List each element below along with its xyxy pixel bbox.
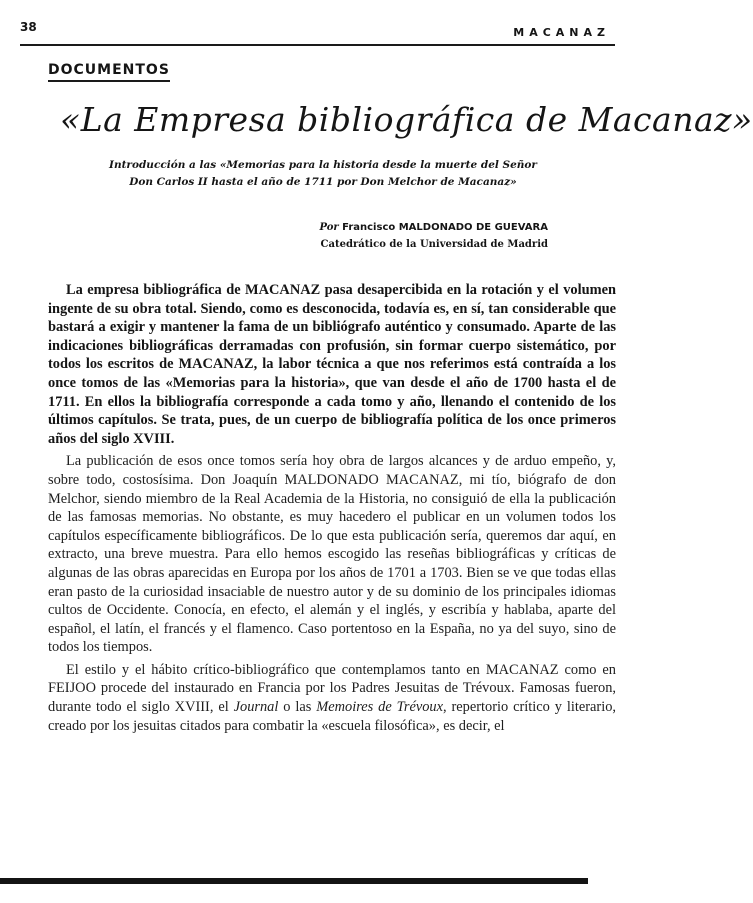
memoires-title: Memoires de Trévoux — [316, 699, 443, 716]
paragraph-3 — [48, 661, 616, 735]
paragraph-3-mid: o las — [278, 699, 317, 716]
paragraph-1: La empresa bibliográfica de MACANAZ pasa desapercibida en la rotación y el volumen ingente de su obra total. Siendo, como es desconocida, todavía es, en sí, tan considerable que bastará a exigir y mantener la fama de un bibliógrafo auténtico y consumado. Aparte de las indicaciones bibliográficas derramadas con profusión, sin formar cuerpo sistemático, por todos los escritos de MACANAZ, la labor técnica a que nos referimos está contraída a los once tomos de las «Memorias para la historia», que van desde el año de 1700 hasta el de 1711. En ellos la bibliografía corresponde a cada tomo y año, llenando el contenido de los últimos capítulos. Se trata, pues, de un cuerpo de bibliografía política de los once primeros años del siglo XVIII. — [48, 282, 616, 447]
byline-por: Por — [319, 222, 339, 233]
article-subtitle — [88, 157, 558, 191]
footer-rule — [0, 878, 588, 884]
section-label: DOCUMENTOS — [48, 62, 170, 82]
subtitle-line-2: Don Carlos II hasta el año de 1711 por Don Melchor de Macanaz» — [129, 176, 517, 188]
journal-title: Journal — [233, 699, 279, 716]
byline-role: Catedrático de la Universidad de Madrid — [320, 239, 548, 250]
paragraph-3-end: , repertorio crítico y literario, creado por los jesuitas citados para combatir la «escuela filosófica», es decir, el — [48, 699, 616, 734]
subtitle-line-1: Introducción a las «Memorias para la historia desde la muerte del Señor — [109, 159, 537, 171]
header-rule — [20, 44, 615, 46]
byline-author: Francisco MALDONADO DE GUEVARA — [342, 222, 548, 233]
running-head: MACANAZ — [513, 26, 610, 39]
paragraph-3-start: El estilo y el hábito crítico-bibliográfico que contemplamos tanto en MACANAZ como en FEIJOO procede del instaurado en Francia por los Padres Jesuitas de Trévoux. Famosas fueron, durante todo el siglo XVIII, el — [48, 661, 616, 716]
article-body — [48, 281, 616, 739]
page-number: 38 — [20, 20, 37, 34]
byline — [319, 219, 548, 253]
byline-author-line — [319, 219, 548, 236]
paragraph-2: La publicación de esos once tomos sería hoy obra de largos alcances y de arduo empeño, y, sobre todo, costosísima. Don Joaquín MALDONADO MACANAZ, mi tío, biógrafo de don Melchor, siendo miembro de la Real Academia de la Historia, no consiguió de ella la publicación de las famosas memorias. No obstante, es muy hacedero el publicar en un volumen todos los capítulos específicamente bibliográficos. De lo que esta publicación sería, queremos dar aquí, en extracto, una breve muestra. Para ello hemos escogido las reseñas bibliográficas y críticas de algunas de las obras aparecidas en Europa por los años de 1701 a 1703. Bien se ve que todas ellas eran pasto de la curiosidad insaciable de nuestro autor y de su dominio de los principales idiomas cultos de Occidente. Conocía, en efecto, el alemán y el inglés, y escribía y hablaba, aparte del español, el latín, el francés y el flamenco. Caso portentoso en la España, no ya del suyo, sino de todos los tiempos. — [48, 453, 616, 656]
article-title: «La Empresa bibliográfica de Macanaz» — [60, 100, 753, 139]
